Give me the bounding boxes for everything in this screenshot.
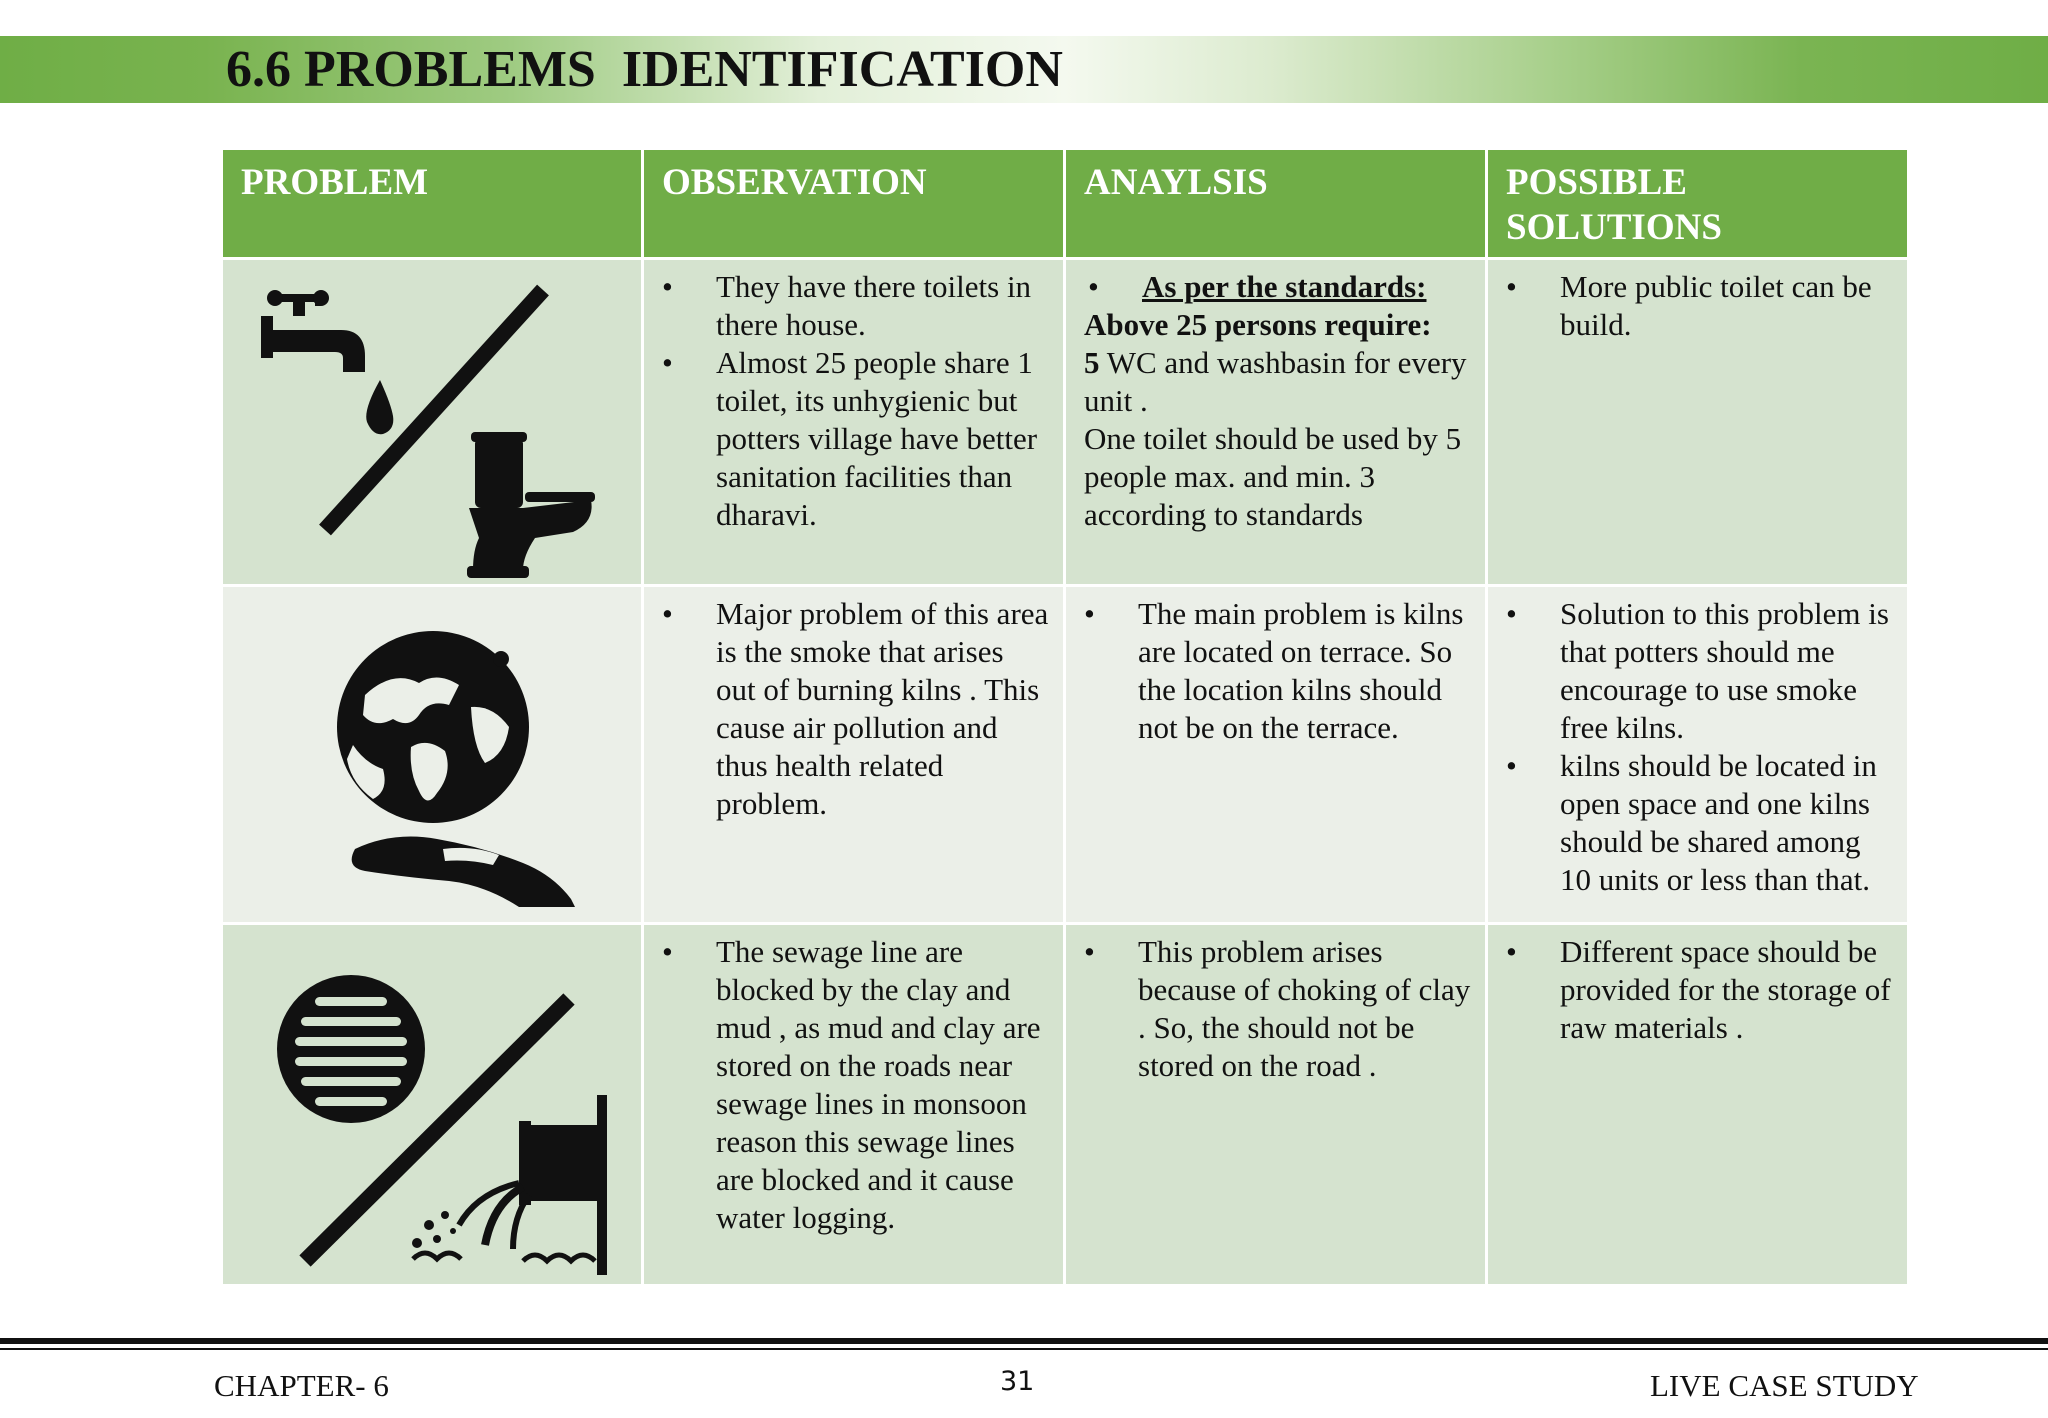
earth-in-hand-icon [223,587,641,923]
problem-icon-cell [222,924,643,1286]
analysis-cell [1065,586,1487,924]
no-water-toilet-icon [223,260,641,584]
standards-count: 5 [1084,345,1100,380]
standards-requirement: Above 25 persons require: [1084,307,1432,342]
standards-wc-text: WC and washbasin for every unit . [1084,345,1475,418]
page-title: 6.6 PROBLEMS IDENTIFICATION [226,41,1063,98]
problem-icon-cell [222,259,643,586]
problem-icon-cell [222,586,643,924]
table-header-row [222,149,1909,259]
standards-heading: As per the standards: [1142,269,1427,304]
standards-toilet-line: One toilet should be used by 5 people max. and min. 3 according to standards [1084,421,1462,532]
observation-cell [643,586,1065,924]
footer-label: LIVE CASE STUDY [1650,1368,1919,1403]
list-item: • Different space should be provided for the storage of raw materials . [1502,933,1893,1047]
header-problem: PROBLEM [222,149,643,259]
solutions-cell [1487,259,1909,586]
list-item: • More public toilet can be build. [1502,268,1893,344]
solutions-cell [1487,586,1909,924]
header-solutions: POSSIBLE SOLUTIONS [1487,149,1909,259]
table-row [222,924,1909,1286]
analysis-cell [1065,259,1487,586]
header-observation: OBSERVATION [643,149,1065,259]
list-item: • The sewage line are blocked by the clay and mud , as mud and clay are stored on the roads near sewage lines in monsoon reason this sewage lines are blocked and it cause water logging. [658,933,1049,1237]
list-item: • Solution to this problem is that potters should me encourage to use smoke free kilns. [1502,595,1893,747]
solutions-cell [1487,924,1909,1286]
table-row [222,586,1909,924]
problems-table [220,147,1910,1287]
list-item: • kilns should be located in open space and one kilns should be shared among 10 units or less than that. [1502,747,1893,899]
list-item: • Almost 25 people share 1 toilet, its unhygienic but potters village have better sanitation facilities than dharavi. [658,344,1049,534]
footer-rule-thin [0,1348,2048,1350]
header-analysis: ANAYLSIS [1065,149,1487,259]
list-item: • They have there toilets in there house. [658,268,1049,344]
list-item: • This problem arises because of choking of clay . So, the should not be stored on the road . [1080,933,1471,1085]
list-item: • The main problem is kilns are located on terrace. So the location kilns should not be on the terrace. [1080,595,1471,747]
observation-cell [643,924,1065,1286]
standards-wc-line [1084,344,1475,420]
footer-chapter: CHAPTER- 6 [214,1368,389,1403]
observation-cell [643,259,1065,586]
analysis-cell [1065,924,1487,1286]
footer-rule [0,1338,2048,1344]
table-row [222,259,1909,586]
blocked-drain-icon [223,925,641,1283]
list-item: • Major problem of this area is the smoke that arises out of burning kilns . This cause air pollution and thus health related problem. [658,595,1049,823]
page-number: 31 [1000,1366,1035,1397]
